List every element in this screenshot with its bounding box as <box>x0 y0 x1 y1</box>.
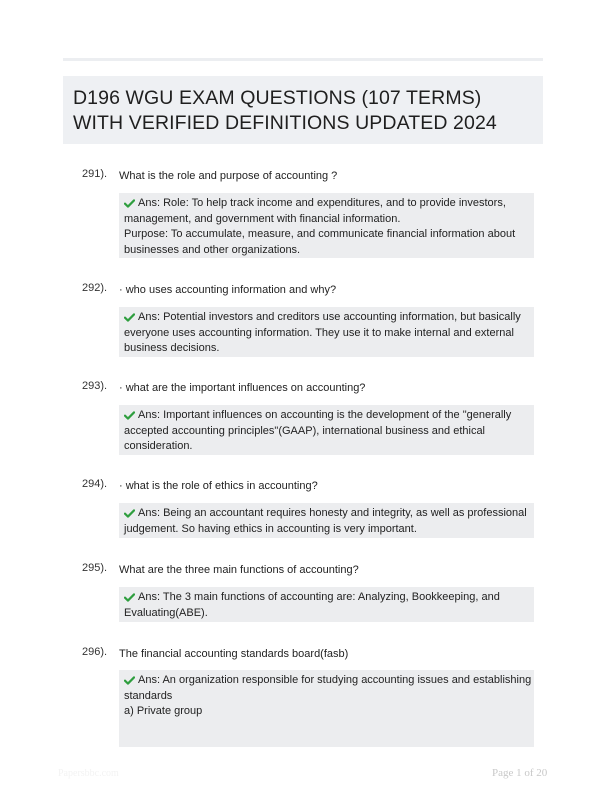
page-indicator: Page 1 of 20 <box>492 767 548 779</box>
title-line-1: D196 WGU EXAM QUESTIONS (107 TERMS) <box>73 87 482 109</box>
question-number: 292). <box>82 282 108 294</box>
check-icon <box>124 199 135 208</box>
question-text: · what is the role of ethics in accounting? <box>119 480 318 492</box>
answer-line: judgement. So having ethics in accounting is very important. <box>124 522 417 535</box>
answer-box <box>119 670 534 747</box>
answer-line: Ans: The 3 main functions of accounting are: Analyzing, Bookkeeping, and <box>124 590 529 606</box>
question-text: What are the three main functions of accounting? <box>119 564 359 576</box>
answer-line: Evaluating(ABE). <box>124 606 208 619</box>
answer-line: Ans: Role: To help track income and expenditures, and to provide investors, <box>124 196 529 212</box>
answer-line: Ans: Important influences on accounting is the development of the "generally <box>124 408 529 424</box>
answer-box <box>119 405 534 455</box>
question-number: 293). <box>82 380 108 392</box>
question-text: · who uses accounting information and why? <box>119 284 337 296</box>
answer-line: accepted accounting principles"(GAAP), international business and ethical <box>124 424 486 437</box>
question-text: What is the role and purpose of accounting ? <box>119 170 338 182</box>
answer-line: Ans: Being an accountant requires honesty and integrity, as well as professional <box>124 506 529 522</box>
question-text: · what are the important influences on accounting? <box>119 382 366 394</box>
answer-line: Purpose: To accumulate, measure, and communicate financial information about <box>124 228 516 240</box>
check-icon <box>124 313 135 322</box>
answer-line: standards <box>124 689 173 702</box>
answer-box <box>119 307 534 357</box>
answer-line: business decisions. <box>124 342 220 354</box>
answer-box <box>119 193 534 258</box>
question-number: 294). <box>82 478 108 490</box>
check-icon <box>124 509 135 518</box>
question-text: The financial accounting standards board(fasb) <box>119 648 349 660</box>
check-icon <box>124 411 135 420</box>
answer-line: businesses and other organizations. <box>124 243 301 256</box>
answer-line: a) Private group <box>124 705 203 717</box>
title-line-2: WITH VERIFIED DEFINITIONS UPDATED 2024 <box>73 112 497 134</box>
answer-line: everyone uses accounting information. They use it to make internal and external <box>124 326 514 339</box>
answer-line: consideration. <box>124 440 193 452</box>
question-number: 296). <box>82 646 108 658</box>
check-icon <box>124 593 135 602</box>
check-icon <box>124 676 135 685</box>
answer-line: management, and government with financial information. <box>124 212 401 225</box>
answer-box <box>119 587 534 622</box>
answer-line: Ans: Potential investors and creditors use accounting information, but basically <box>124 310 529 326</box>
footer-watermark: Papersbbc.com <box>58 768 119 779</box>
answer-line: Ans: An organization responsible for studying accounting issues and establishing <box>124 673 529 689</box>
top-divider <box>63 58 543 61</box>
answer-box <box>119 503 534 538</box>
question-number: 291). <box>82 168 108 180</box>
question-number: 295). <box>82 562 108 574</box>
document-title-banner <box>63 76 543 144</box>
